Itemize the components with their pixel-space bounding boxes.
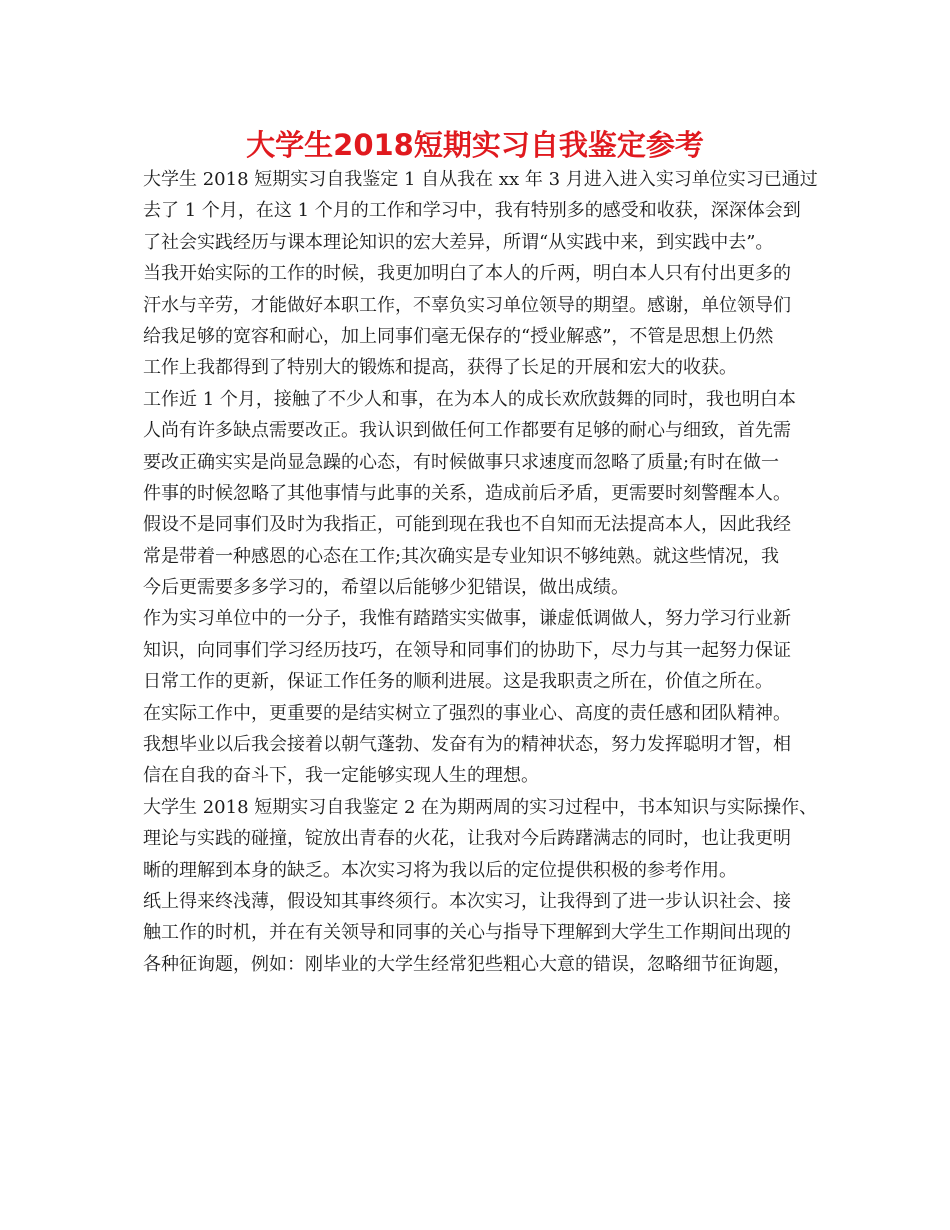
body-text-line: 日常工作的更新，保证工作任务的顺利进展。这是我职责之所在，价值之所在。 bbox=[143, 671, 773, 693]
body-text-line: 给我足够的宽容和耐心，加上同事们毫无保存的“授业解惑”，不管是思想上仍然 bbox=[143, 325, 774, 347]
body-text-line: 在实际工作中，更重要的是结实树立了强烈的事业心、高度的责任感和团队精神。 bbox=[143, 702, 791, 724]
body-text-line: 信在自我的奋斗下，我一定能够实现人生的理想。 bbox=[143, 765, 539, 787]
body-text-line: 晰的理解到本身的缺乏。本次实习将为我以后的定位提供积极的参考作用。 bbox=[143, 859, 737, 881]
body-text-line: 工作近 1 个月，接触了不少人和事，在为本人的成长欢欣鼓舞的同时，我也明白本 bbox=[143, 388, 796, 410]
body-text-line: 工作上我都得到了特别大的锻炼和提高，获得了长足的开展和宏大的收获。 bbox=[143, 357, 737, 379]
document-body bbox=[143, 164, 818, 980]
body-text-line: 纸上得来终浅薄，假设知其事终须行。本次实习，让我得到了进一步认识社会、接 bbox=[143, 890, 791, 912]
document-title: 大学生2018短期实习自我鉴定参考 bbox=[246, 128, 704, 162]
body-text-line: 假设不是同事们及时为我指正，可能到现在我也不自知而无法提高本人，因此我经 bbox=[143, 514, 791, 536]
body-text-line: 件事的时候忽略了其他事情与此事的关系，造成前后矛盾，更需要时刻警醒本人。 bbox=[143, 482, 791, 504]
body-text-line: 大学生 2018 短期实习自我鉴定 2 在为期两周的实习过程中，书本知识与实际操作、 bbox=[143, 796, 818, 818]
body-text-line: 作为实习单位中的一分子，我惟有踏踏实实做事，谦虚低调做人，努力学习行业新 bbox=[143, 608, 791, 630]
body-text-line: 当我开始实际的工作的时候，我更加明白了本人的斤两，明白本人只有付出更多的 bbox=[143, 263, 791, 285]
body-text-line: 触工作的时机，并在有关领导和同事的关心与指导下理解到大学生工作期间出现的 bbox=[143, 922, 791, 944]
body-text-line: 大学生 2018 短期实习自我鉴定 1 自从我在 xx 年 3 月进入进入实习单位实习已通过 bbox=[143, 169, 818, 190]
body-text-line: 常是带着一种感恩的心态在工作;其次确实是专业知识不够纯熟。就这些情况，我 bbox=[143, 545, 780, 567]
body-text-line: 去了 1 个月，在这 1 个月的工作和学习中，我有特别多的感受和收获，深深体会到 bbox=[143, 200, 801, 222]
body-text-line: 知识，向同事们学习经历技巧，在领导和同事们的协助下，尽力与其一起努力保证 bbox=[143, 639, 791, 661]
body-text-line: 汗水与辛劳，才能做好本职工作，不辜负实习单位领导的期望。感谢，单位领导们 bbox=[143, 294, 791, 316]
body-text-line: 人尚有许多缺点需要改正。我认识到做任何工作都要有足够的耐心与细致，首先需 bbox=[143, 420, 791, 442]
body-text-line: 今后更需要多多学习的，希望以后能够少犯错误，做出成绩。 bbox=[143, 577, 629, 599]
body-text-line: 要改正确实实是尚显急躁的心态，有时候做事只求速度而忽略了质量;有时在做一 bbox=[143, 451, 780, 473]
body-text-line: 了社会实践经历与课本理论知识的宏大差异，所谓“从实践中来，到实践中去”。 bbox=[143, 231, 774, 253]
body-text-line: 我想毕业以后我会接着以朝气蓬勃、发奋有为的精神状态，努力发挥聪明才智，相 bbox=[143, 734, 791, 756]
body-text-line: 理论与实践的碰撞，锭放出青春的火花，让我对今后踌躇满志的同时，也让我更明 bbox=[143, 828, 791, 850]
body-text-line: 各种征询题，例如：刚毕业的大学生经常犯些粗心大意的错误，忽略细节征询题， bbox=[143, 953, 791, 975]
